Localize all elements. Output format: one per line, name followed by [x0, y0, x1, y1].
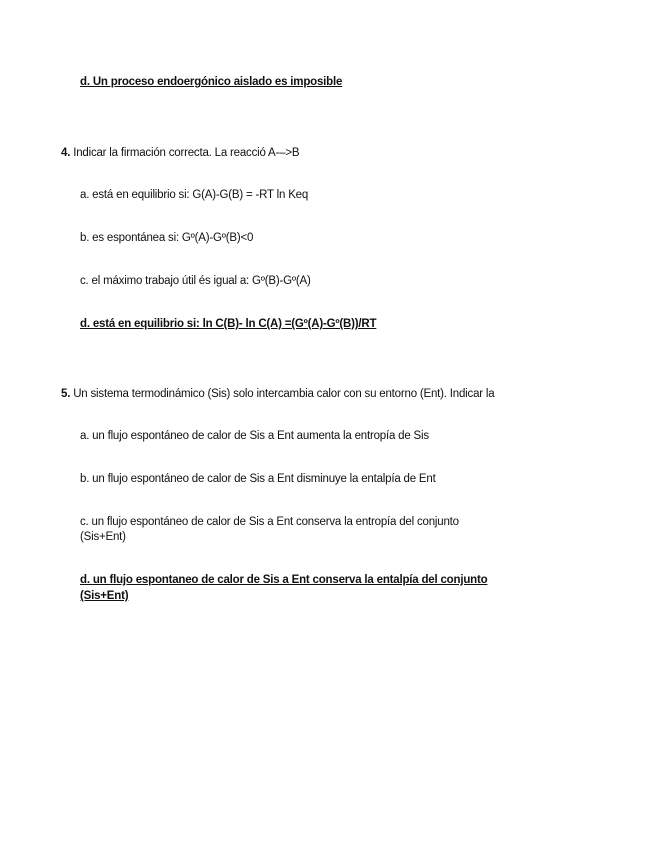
q5-option-c-line1: c. un flujo espontáneo de calor de Sis a Ent conserva la entropía del conjunto — [80, 516, 459, 528]
q4-option-d: d. está en equilibrio si: ln C(B)- ln C(A) =(Gº(A)-Gº(B))/RT — [80, 318, 377, 330]
q4-question — [61, 146, 299, 160]
q5-option-a: a. un flujo espontáneo de calor de Sis a Ent aumenta la entropía de Sis — [80, 430, 429, 442]
q5-prompt: Un sistema termodinámico (Sis) solo intercambia calor con su entorno (Ent). Indicar la — [70, 388, 495, 400]
q5-number: 5. — [61, 388, 71, 400]
q5-option-d-line1: d. un flujo espontaneo de calor de Sis a Ent conserva la entalpía del conjunto — [80, 574, 488, 586]
q5-option-b: b. un flujo espontáneo de calor de Sis a Ent disminuye la entalpía de Ent — [80, 473, 436, 485]
q4-option-b: b. es espontánea si: Gº(A)-Gº(B)<0 — [80, 232, 254, 244]
q5-option-c-line2: (Sis+Ent) — [80, 531, 126, 543]
q4-option-c: c. el máximo trabajo útil és igual a: Gº(B)-Gº(A) — [80, 275, 311, 287]
q3-option-d: d. Un proceso endoergónico aislado es imposible — [80, 76, 343, 88]
q4-number: 4. — [61, 147, 71, 159]
q4-option-a: a. está en equilibrio si: G(A)-G(B) = -RT ln Keq — [80, 189, 309, 201]
q5-question — [61, 387, 494, 401]
q4-prompt: Indicar la firmación correcta. La reacció A-–>B — [70, 147, 300, 159]
q5-option-d-line2: (Sis+Ent) — [80, 590, 129, 602]
